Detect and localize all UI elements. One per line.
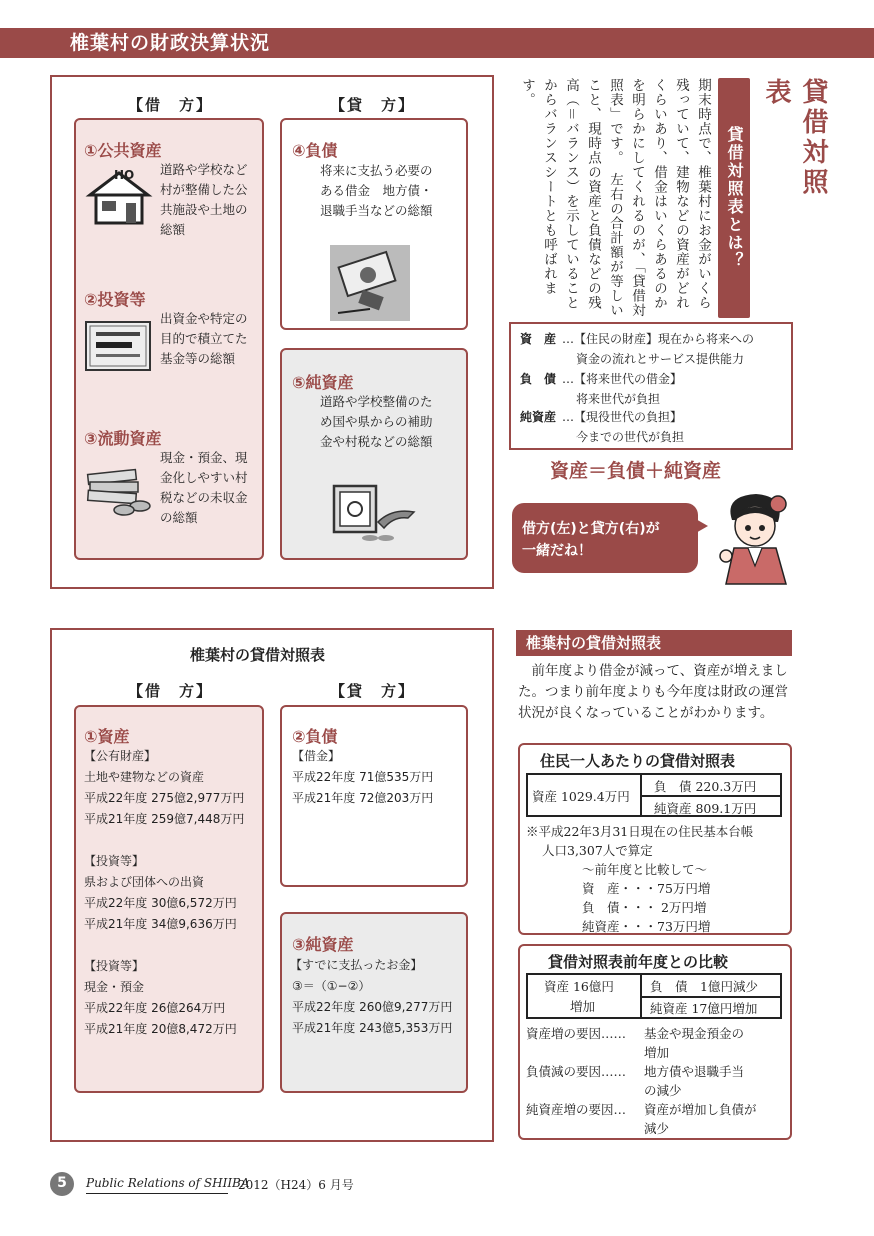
bs-credit-heading: 【貸 方】 xyxy=(330,682,416,700)
page-number: 5 xyxy=(57,1175,67,1191)
investments-title: ②投資等 xyxy=(84,290,146,309)
yoy-assets: 増加 xyxy=(570,999,596,1014)
definition-line: 今までの世代が負担 xyxy=(576,430,685,444)
bs-liabilities-label: 【借金】 xyxy=(292,749,341,763)
bs-asset-value: 平成21年度 34億9,636万円 xyxy=(84,917,237,931)
bs-title: 椎葉村の貸借対照表 xyxy=(190,646,326,664)
certificate-icon xyxy=(84,320,152,372)
bs-asset-group-desc: 県および団体への出資 xyxy=(84,875,205,889)
net-assets-title: ⑤純資産 xyxy=(292,373,354,392)
mascot-character xyxy=(712,490,802,586)
debt-bill-icon xyxy=(330,245,410,321)
yoy-liabilities: 負 債 1億円減少 xyxy=(650,979,758,994)
current-assets-desc: 現金・預金、現金化しやすい村税などの未収金の総額 xyxy=(160,450,248,525)
definition-term: 純資産 xyxy=(520,410,557,424)
yoy-reason-label: 負債減の要因…… xyxy=(526,1064,627,1079)
per-capita-compare: 資 産・・・75万円増 xyxy=(582,881,711,896)
yoy-reason-label: 純資産増の要因… xyxy=(526,1102,627,1117)
house-icon xyxy=(84,165,154,227)
bs-asset-value: 平成22年度 275億2,977万円 xyxy=(84,791,245,805)
definition-line: 将来世代が負担 xyxy=(576,392,661,406)
definition-term: 資 産 xyxy=(520,332,557,346)
yoy-reason-text: 基金や現金預金の xyxy=(644,1026,745,1041)
yoy-reason-text: 地方債や退職手当 xyxy=(644,1064,745,1079)
per-capita-net-assets: 純資産 809.1万円 xyxy=(654,801,757,816)
bs-asset-value: 平成22年度 26億264万円 xyxy=(84,1001,226,1015)
equation: 資産＝負債＋純資産 xyxy=(550,460,722,482)
net-assets-desc: 道路や学校整備のため国や県からの補助金や村税などの総額 xyxy=(320,394,433,449)
safe-icon xyxy=(330,478,420,544)
explain-heading: 貸借対照表 xyxy=(761,78,828,198)
debit-heading: 【借 方】 xyxy=(128,96,214,114)
current-assets-title: ③流動資産 xyxy=(84,429,162,448)
liabilities-desc: 将来に支払う必要のある借金 地方債・退職手当などの総額 xyxy=(320,163,433,218)
bs-asset-value: 平成21年度 20億8,472万円 xyxy=(84,1022,237,1036)
bs-asset-group-label: 【投資等】 xyxy=(84,959,145,973)
speech-bubble-tail xyxy=(694,518,708,534)
bs-liabilities-value: 平成22年度 71億535万円 xyxy=(292,770,434,784)
explain-body: 期末時点で、椎葉村にお金がいくら残っていて、建物などの資産がどれくらいあり、借金はいくらあるのかを明らかにしてくれるのが、「貸借対照表」です。 左右の合計額が等しいこと、現時点の資産と負債などの残高（＝バランス）を示していることからバランスシートとも呼ばれます。 xyxy=(519,78,711,318)
definition-line: …【住民の財産】現在から将来への xyxy=(562,332,755,346)
per-capita-divider-h xyxy=(640,795,782,797)
per-capita-assets: 資産 1029.4万円 xyxy=(532,789,630,804)
issue-label: 2012（H24）6 月号 xyxy=(238,1178,354,1192)
publication-name: Public Relations of SHIIBA xyxy=(86,1176,250,1190)
bs-asset-group-desc: 土地や建物などの資産 xyxy=(84,770,205,784)
definition-line: …【現役世代の負担】 xyxy=(562,410,683,424)
credit-heading: 【貸 方】 xyxy=(330,96,416,114)
public-assets-desc: 道路や学校など村が整備した公共施設や土地の総額 xyxy=(160,162,248,237)
explain-tab: 貸借対照表とは？ xyxy=(718,78,750,318)
bubble-text-1: 借方(左)と貸方(右)が xyxy=(522,521,660,537)
per-capita-compare-head: ～前年度と比較して～ xyxy=(582,862,708,877)
money-stack-icon xyxy=(84,462,154,516)
bs-net-assets-formula: ③＝（①−②） xyxy=(292,979,371,993)
speech-bubble xyxy=(512,503,698,573)
per-capita-compare: 純資産・・・73万円増 xyxy=(582,919,711,934)
footer-underline xyxy=(86,1193,228,1194)
page-title: 椎葉村の財政決算状況 xyxy=(70,32,271,54)
per-capita-note: 人口3,307人で算定 xyxy=(542,843,653,858)
bs-asset-group-label: 【公有財産】 xyxy=(84,749,157,763)
bubble-text-2: 一緒だね！ xyxy=(522,543,592,559)
liabilities-title: ④負債 xyxy=(292,141,338,160)
bs-net-assets-value: 平成21年度 243億5,353万円 xyxy=(292,1021,453,1035)
yoy-net-assets: 純資産 17億円増加 xyxy=(650,1001,758,1016)
bs-assets-title: ①資産 xyxy=(84,727,130,746)
bs-asset-value: 平成21年度 259億7,448万円 xyxy=(84,812,245,826)
bs-liabilities-title: ②負債 xyxy=(292,727,338,746)
definition-term: 負 債 xyxy=(520,372,557,386)
yoy-divider-h xyxy=(640,996,782,998)
yoy-reason-text: 減少 xyxy=(644,1121,670,1136)
bs-net-assets-label: 【すでに支払ったお金】 xyxy=(290,958,423,972)
investments-desc: 出資金や特定の目的で積立てた基金等の総額 xyxy=(160,311,248,366)
village-bs-heading: 椎葉村の貸借対照表 xyxy=(516,630,792,656)
per-capita-title: 住民一人あたりの貸借対照表 xyxy=(540,752,736,770)
yoy-title: 貸借対照表前年度との比較 xyxy=(548,953,729,971)
bs-asset-group-label: 【投資等】 xyxy=(84,854,145,868)
per-capita-note: ※平成22年3月31日現在の住民基本台帳 xyxy=(526,824,754,839)
yoy-reason-text: 資産が増加し負債が xyxy=(644,1102,757,1117)
bs-asset-group-desc: 現金・預金 xyxy=(84,980,145,994)
bs-net-assets-value: 平成22年度 260億9,277万円 xyxy=(292,1000,453,1014)
yoy-reason-text: の減少 xyxy=(644,1083,682,1098)
public-assets-title: ①公共資産 xyxy=(84,141,162,160)
definition-line: 資金の流れとサービス提供能力 xyxy=(576,352,745,366)
bs-liabilities-value: 平成21年度 72億203万円 xyxy=(292,791,434,805)
per-capita-liabilities: 負 債 220.3万円 xyxy=(654,779,757,794)
yoy-assets: 資産 16億円 xyxy=(544,979,614,994)
per-capita-compare: 負 債・・・ 2万円増 xyxy=(582,900,707,915)
village-bs-body: 前年度より借金が減って、資産が増えました。つまり前年度よりも今年度は財政の運営状況が良くなっていることがわかります。 xyxy=(518,663,788,721)
bs-asset-value: 平成22年度 30億6,572万円 xyxy=(84,896,237,910)
bs-net-assets-title: ③純資産 xyxy=(292,935,354,954)
bs-debit-heading: 【借 方】 xyxy=(128,682,214,700)
yoy-reason-label: 資産増の要因…… xyxy=(526,1026,627,1041)
svg-text:HO: HO xyxy=(114,168,135,182)
definition-line: …【将来世代の借金】 xyxy=(562,372,683,386)
yoy-reason-text: 増加 xyxy=(644,1045,670,1060)
